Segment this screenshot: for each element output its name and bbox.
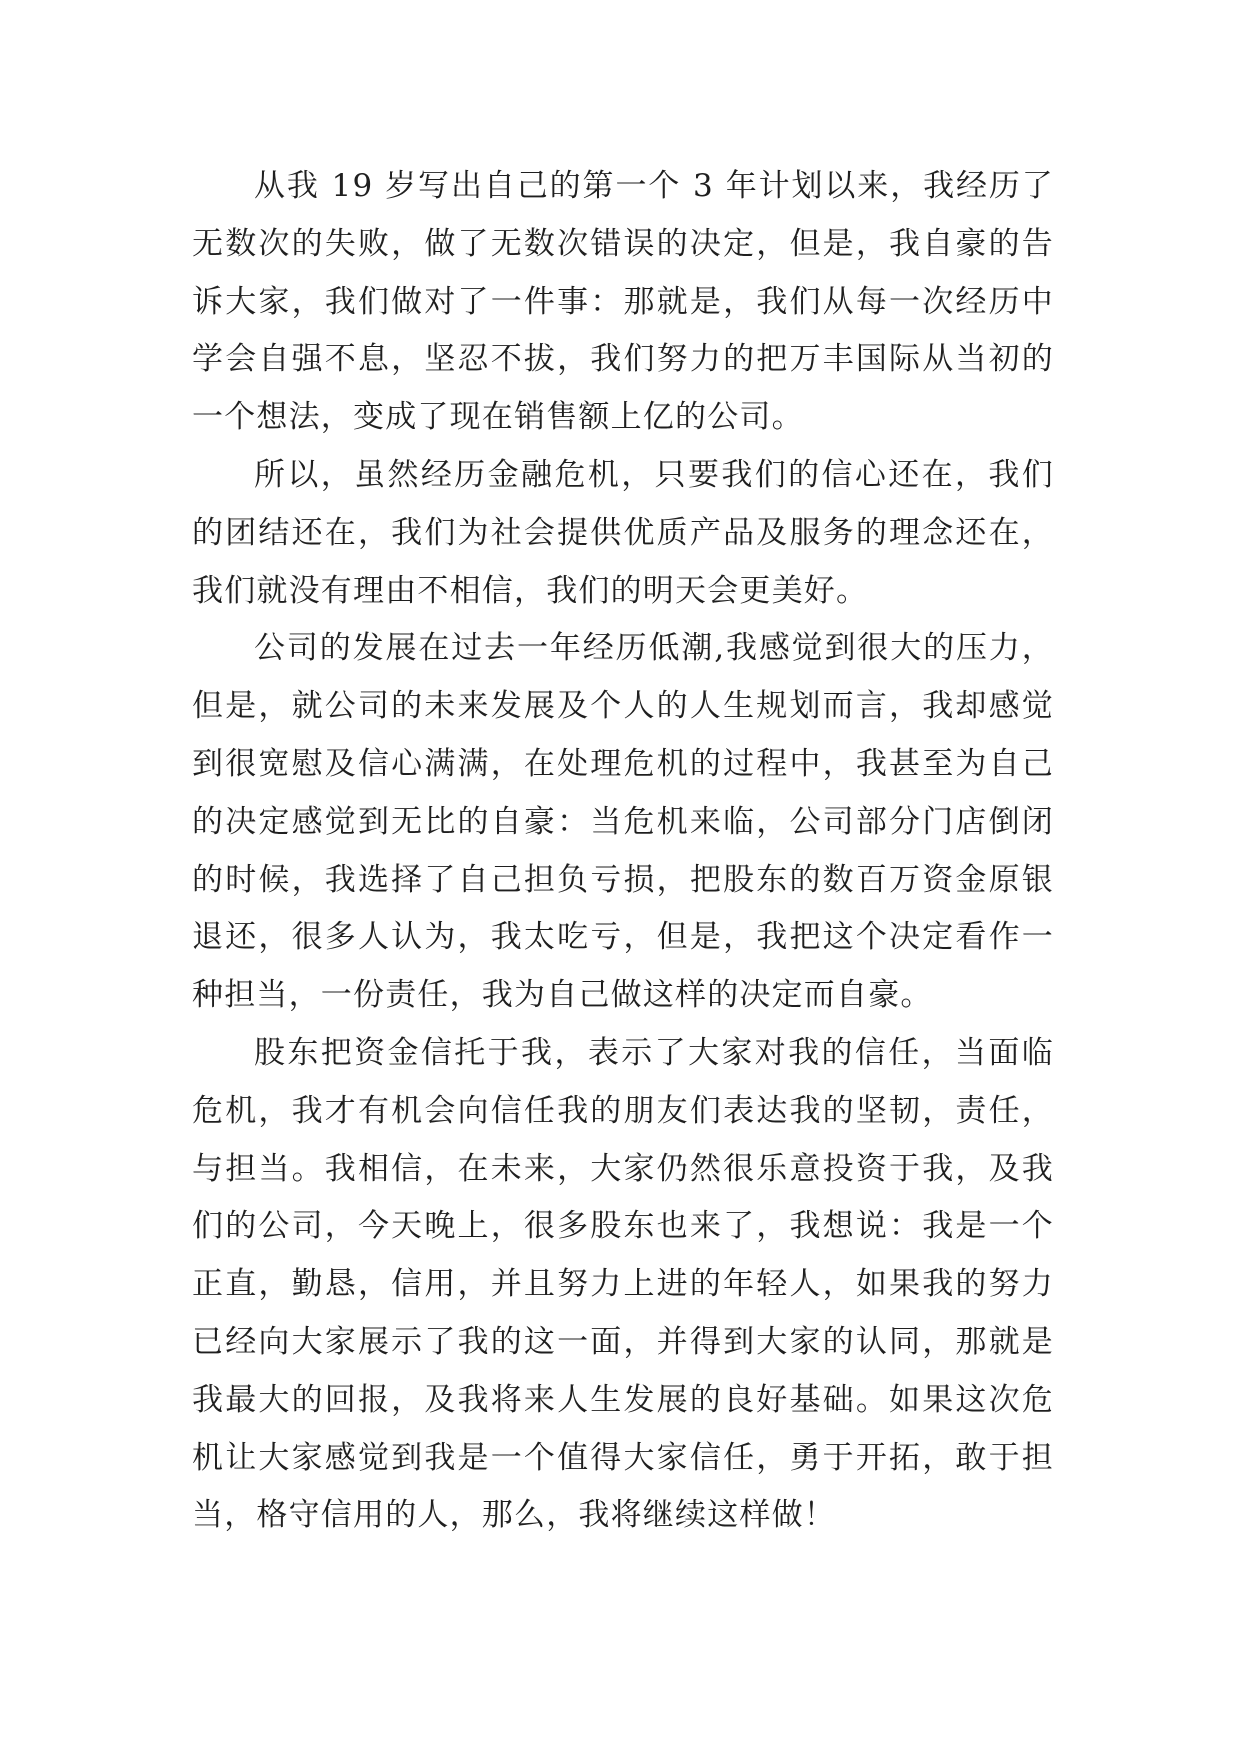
document-body: [192, 158, 1054, 1545]
paragraph: 所以，虽然经历金融危机，只要我们的信心还在，我们的团结还在，我们为社会提供优质产品及服务的理念还在，我们就没有理由不相信，我们的明天会更美好。: [192, 456, 1054, 609]
paragraph: 从我 19 岁写出自己的第一个 3 年计划以来，我经历了无数次的失败，做了无数次错误的决定，但是，我自豪的告诉大家，我们做对了一件事：那就是，我们从每一次经历中学会自强不息，坚忍不拔，我们努力的把万丰国际从当初的一个想法，变成了现在销售额上亿的公司。: [192, 168, 1054, 436]
paragraph: 公司的发展在过去一年经历低潮,我感觉到很大的压力，但是，就公司的未来发展及个人的人生规划而言，我却感觉到很宽慰及信心满满，在处理危机的过程中，我甚至为自己的决定感觉到无比的自豪：当危机来临，公司部分门店倒闭的时候，我选择了自己担负亏损，把股东的数百万资金原银退还，很多人认为，我太吃亏，但是，我把这个决定看作一种担当，一份责任，我为自己做这样的决定而自豪。: [192, 630, 1054, 1014]
paragraph: 股东把资金信托于我，表示了大家对我的信任，当面临危机，我才有机会向信任我的朋友们表达我的坚韧，责任，与担当。我相信，在未来，大家仍然很乐意投资于我，及我们的公司，今天晚上，很多股东也来了，我想说：我是一个正直，勤恳，信用，并且努力上进的年轻人，如果我的努力已经向大家展示了我的这一面，并得到大家的认同，那就是我最大的回报，及我将来人生发展的良好基础。如果这次危机让大家感觉到我是一个值得大家信任，勇于开拓，敢于担当，格守信用的人，那么，我将继续这样做！: [192, 1034, 1054, 1534]
